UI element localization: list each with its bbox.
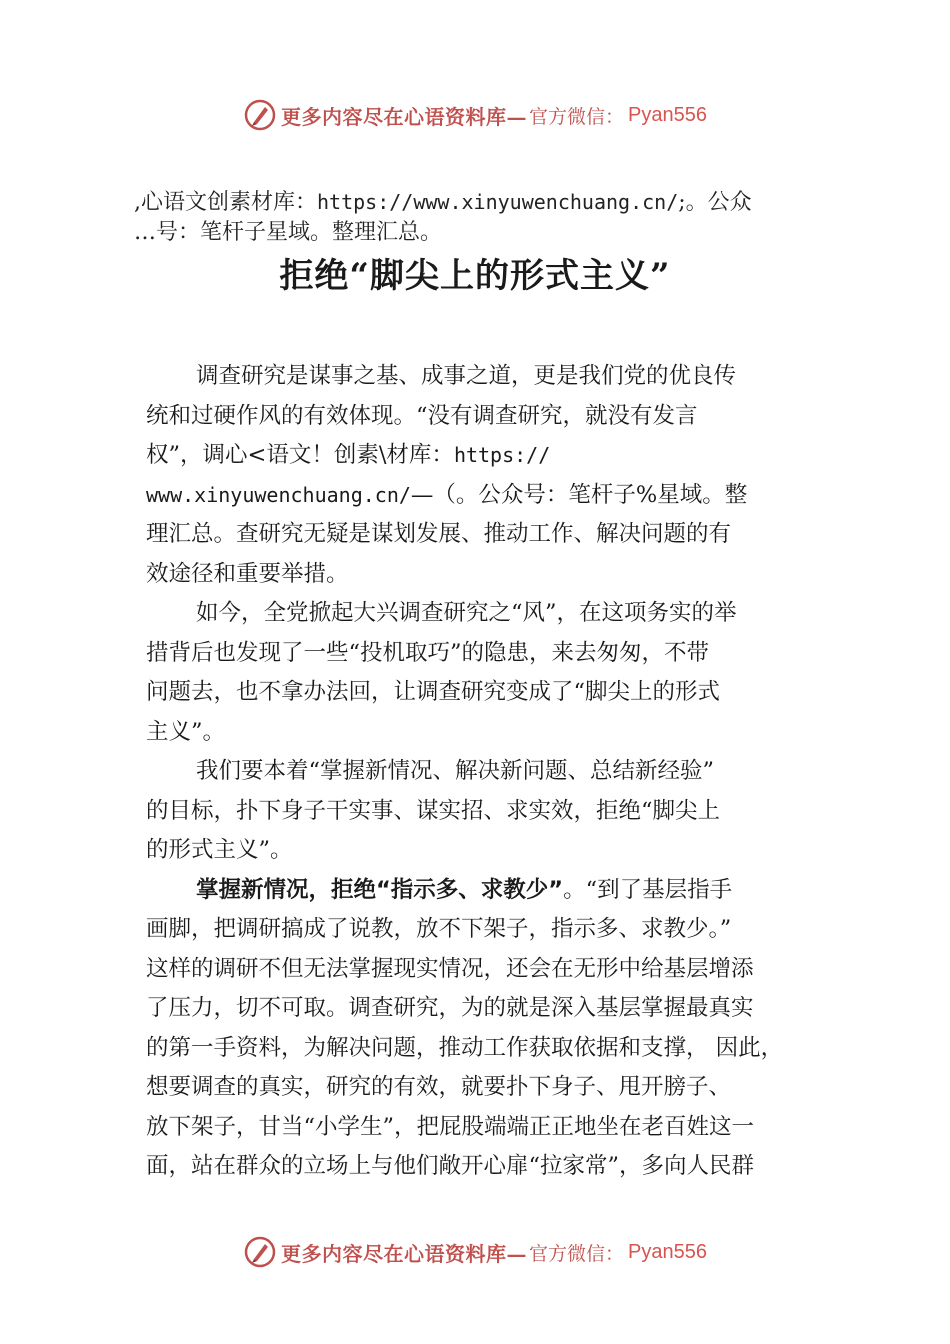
source-line-1: ,心语文创素材库：https://www.xinyuwenchuang.cn/;。公众: [134, 190, 752, 215]
paragraph-line: 措背后也发现了一些“投机取巧”的隐患，来去匆匆，不带: [146, 639, 710, 666]
banner-wechat-label: 官方微信：: [529, 1242, 625, 1265]
source-line-2: …号：笔杆子星域。整理汇总。: [134, 220, 443, 245]
paragraph-line: 效途径和重要举措。: [146, 560, 349, 587]
paragraph-line: 放下架子，甘当“小学生”，把屁股端端正正地坐在老百姓这一: [146, 1113, 755, 1140]
paragraph-line: 的形式主义”。: [146, 837, 293, 863]
inline-url: https://: [453, 443, 551, 467]
article-title: 拒绝“脚尖上的形式主义”: [279, 256, 671, 296]
paragraph-line: 问题去，也不拿办法回，让调查研究变成了“脚尖上的形式: [146, 679, 721, 705]
banner-wechat-id: Pyan556: [628, 103, 707, 126]
banner-wechat-label: 官方微信：: [529, 105, 625, 128]
paragraph-line: 权”，调心<语文！创素\材库：https://: [146, 442, 551, 468]
paragraph-line: 的目标，扑下身子干实事、谋实招、求实效，拒绝“脚尖上: [146, 797, 721, 824]
header-banner: [0, 95, 950, 135]
banner-text: 更多内容尽在心语资料库—: [281, 104, 527, 129]
paragraph-line: 主义”。: [146, 718, 226, 745]
section-heading: 掌握新情况，拒绝“指示多、求教少”: [196, 876, 564, 903]
paragraph-line: 这样的调研不但无法掌握现实情况，还会在无形中给基层增添: [146, 955, 754, 982]
paragraph-line: 的第一手资料，为解决问题，推动工作获取依据和支撑， 因此，: [146, 1034, 784, 1061]
paragraph-line: 统和过硬作风的有效体现。“没有调查研究，就没有发言: [146, 402, 698, 429]
banner-wechat-id: Pyan556: [628, 1240, 707, 1263]
paragraph-line: 如今，全党掀起大兴调查研究之“风”，在这项务实的举: [196, 600, 737, 626]
source-url: https://www.xinyuwenchuang.cn/: [317, 190, 679, 214]
article-body: [146, 357, 836, 1187]
footer-banner: [0, 1232, 950, 1272]
paragraph-line: www.xinyuwenchuang.cn/—（。公众号：笔杆子%星域。整: [146, 481, 748, 508]
paragraph-line: 想要调查的真实，研究的有效，就要扑下身子、甩开膀子、: [146, 1074, 732, 1100]
paragraph-line: 面，站在群众的立场上与他们敞开心扉“拉家常”，多向人民群: [146, 1153, 755, 1179]
source-note: [134, 187, 834, 248]
paragraph-line: 掌握新情况，拒绝“指示多、求教少”。“到了基层指手: [196, 876, 733, 903]
paragraph-line: 调查研究是谋事之基、成事之道，更是我们党的优良传: [196, 363, 737, 389]
paragraph-line: 了压力，切不可取。调查研究，为的就是深入基层掌握最真实: [146, 995, 754, 1021]
paragraph-line: 画脚，把调研搞成了说教，放不下架子，指示多、求教少。”: [146, 916, 732, 942]
banner-text: 更多内容尽在心语资料库—: [281, 1241, 527, 1266]
pen-logo-icon: [243, 98, 277, 132]
paragraph-line: 我们要本着“掌握新情况、解决新问题、总结新经验”: [196, 758, 715, 784]
paragraph-line: 理汇总。查研究无疑是谋划发展、推动工作、解决问题的有: [146, 521, 732, 547]
pen-logo-icon: [243, 1235, 277, 1269]
inline-url: www.xinyuwenchuang.cn/: [146, 482, 411, 507]
